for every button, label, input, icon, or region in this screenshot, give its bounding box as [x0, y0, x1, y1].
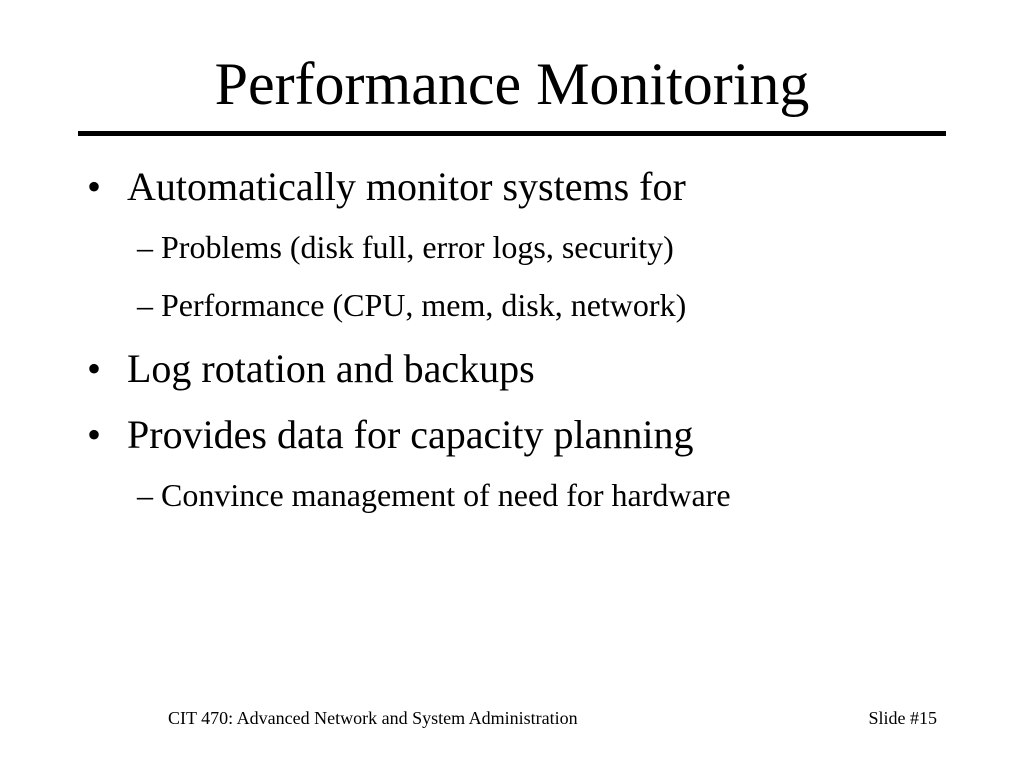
bullet-text: Provides data for capacity planning [127, 412, 694, 457]
footer-course-title: CIT 470: Advanced Network and System Administration [168, 708, 578, 728]
sub-bullet-item [137, 228, 674, 266]
sub-bullet-text: Performance (CPU, mem, disk, network) [161, 287, 687, 323]
bullet-marker: • [87, 412, 102, 457]
sub-bullet-text: Problems (disk full, error logs, security) [161, 229, 674, 265]
bullet-text: Log rotation and backups [127, 346, 535, 391]
bullet-marker: • [87, 164, 102, 209]
sub-bullet-marker: – [137, 229, 153, 265]
sub-bullet-text: Convince management of need for hardware [161, 477, 731, 513]
bullet-text: Automatically monitor systems for [127, 164, 686, 209]
sub-bullet-marker: – [137, 477, 153, 513]
slide-title: Performance Monitoring [214, 51, 810, 117]
sub-bullet-item [137, 476, 731, 514]
sub-bullet-item [137, 286, 686, 324]
footer-slide-number: Slide #15 [868, 708, 937, 728]
bullet-marker: • [87, 346, 102, 391]
sub-bullet-marker: – [137, 287, 153, 323]
